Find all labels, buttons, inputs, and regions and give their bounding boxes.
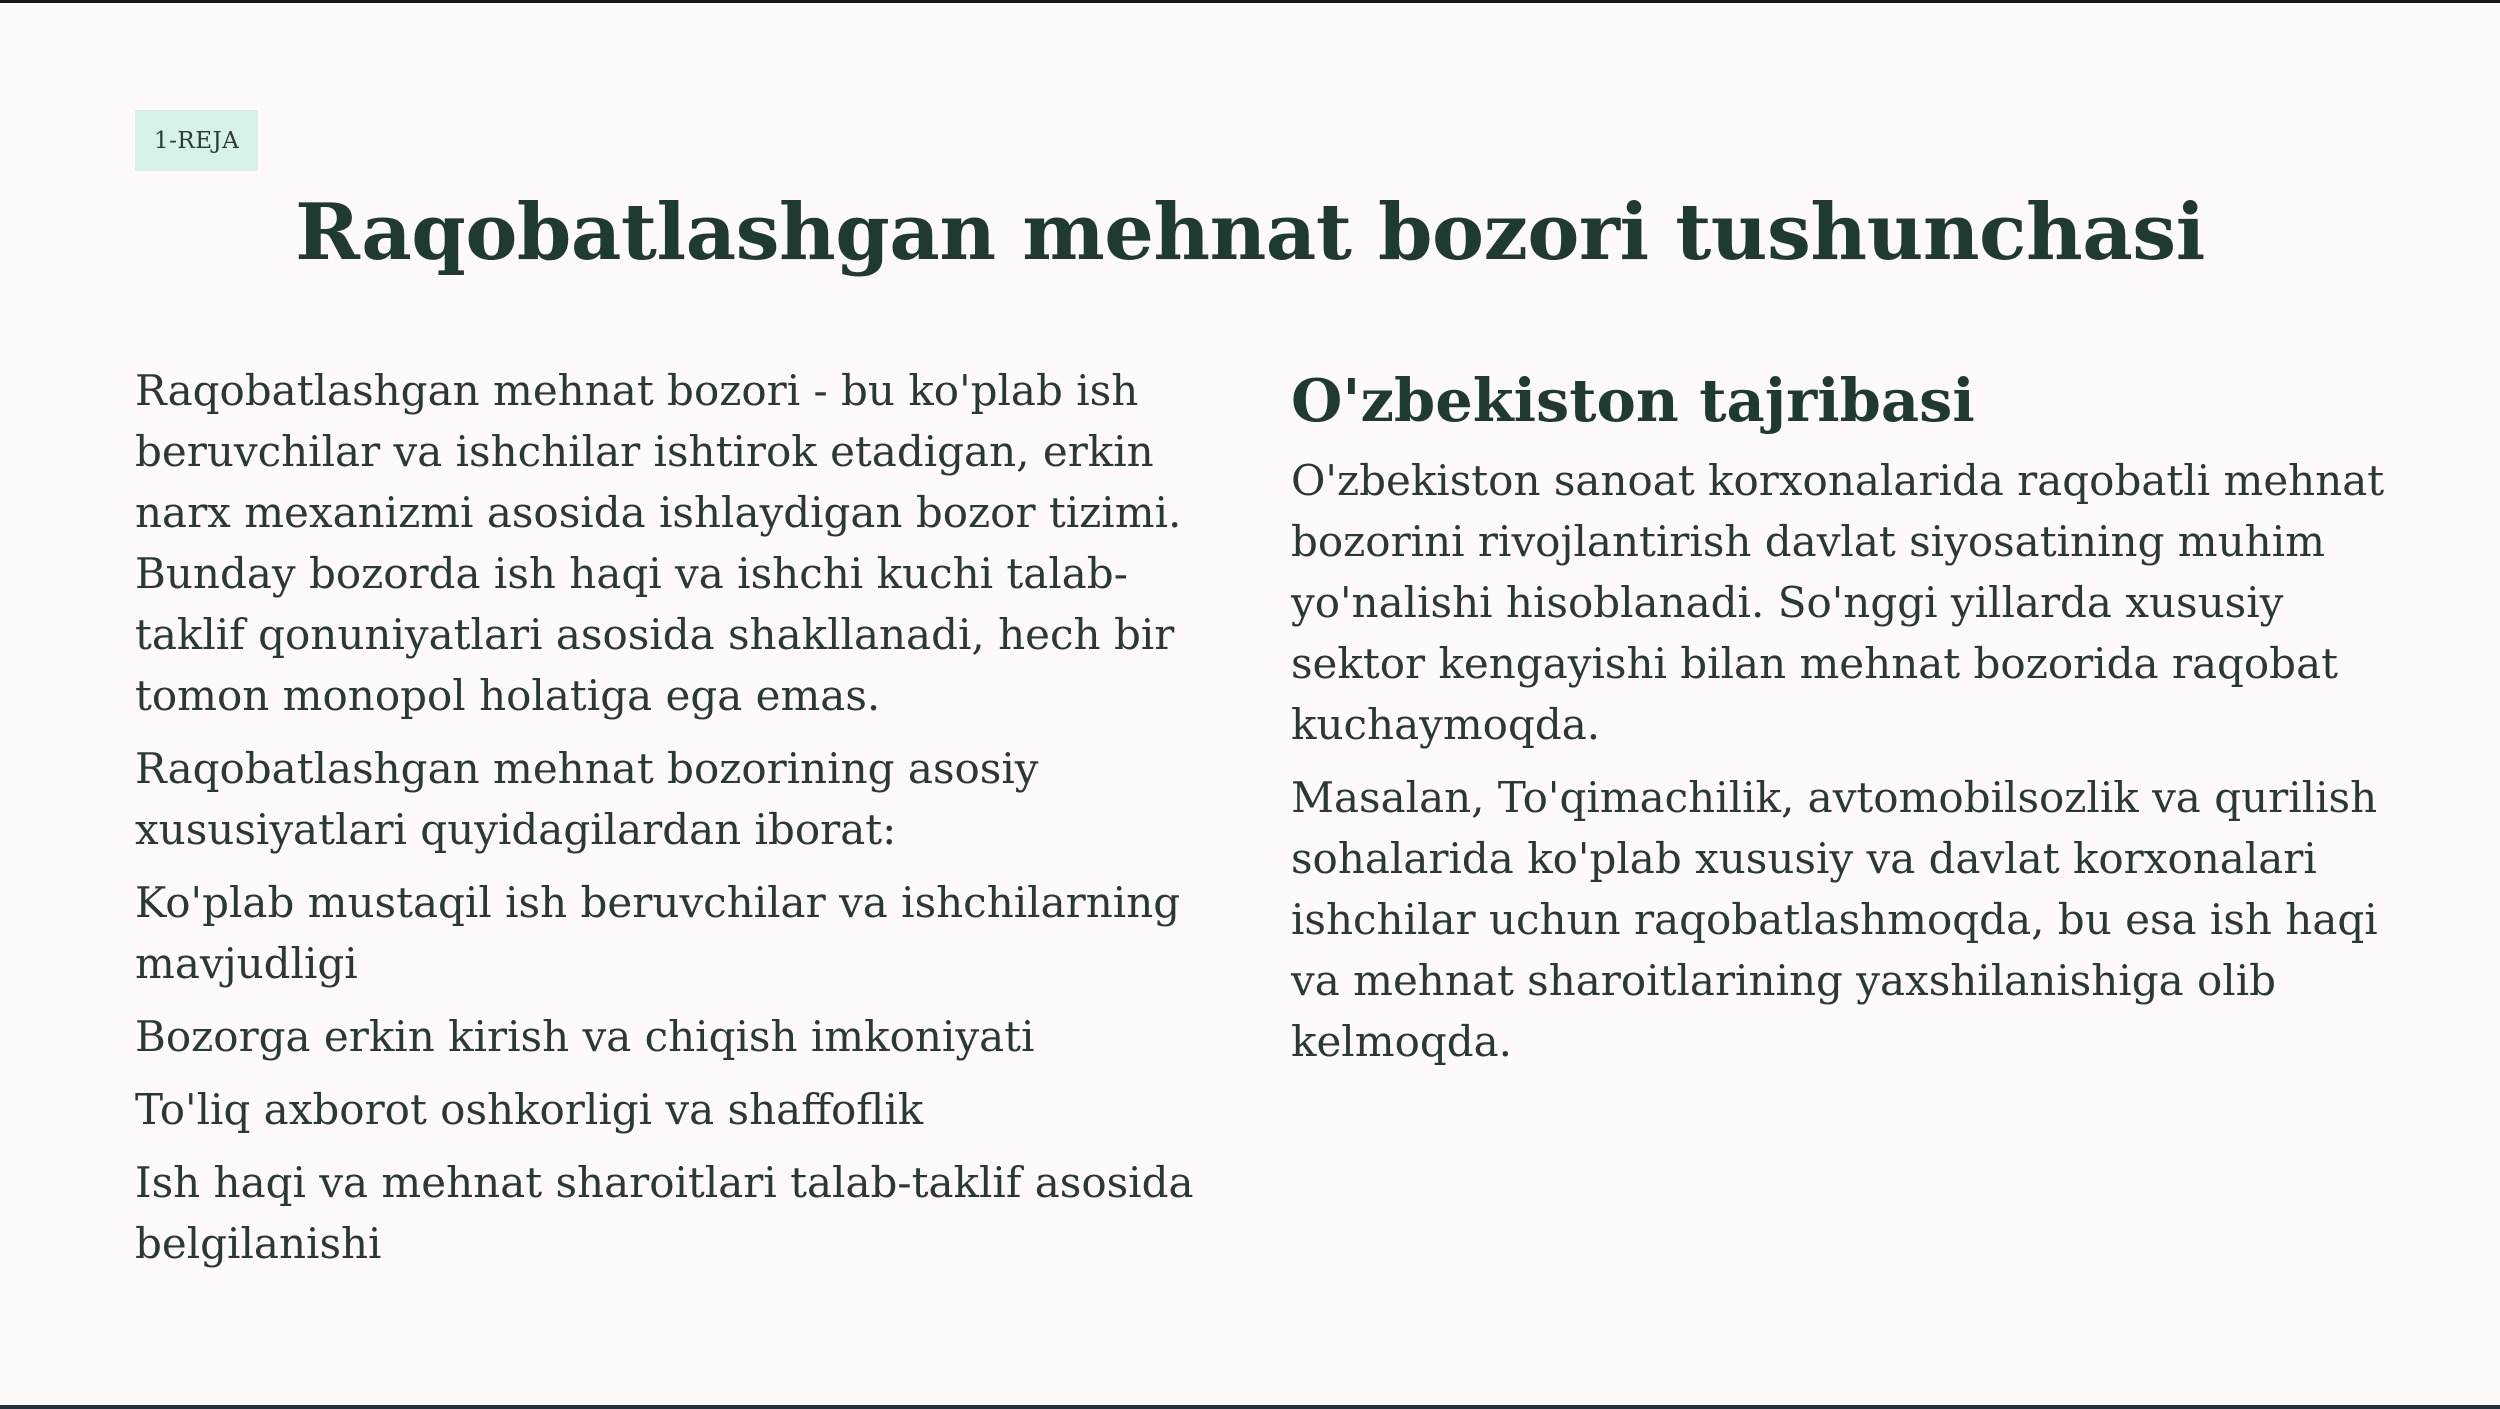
list-item: Bozorga erkin kirish va chiqish imkoniyati: [135, 1012, 1035, 1061]
list-item: Ko'plab mustaqil ish beruvchilar va ishchilarning mavjudligi: [135, 878, 1181, 988]
right-column: [1291, 360, 2401, 1084]
page-title: Raqobatlashgan mehnat bozori tushunchasi: [295, 187, 2205, 278]
experience-paragraph: O'zbekiston sanoat korxonalarida raqobatli mehnat bozorini rivojlantirish davlat siyosatining muhim yo'nalishi hisoblanadi. So'nggi yillarda xususiy sektor kengayishi bilan mehnat bozorida raqobat kuchaymoqda.: [1291, 456, 2385, 749]
features-lead: Raqobatlashgan mehnat bozorining asosiy xususiyatlari quyidagilardan iborat:: [135, 744, 1039, 854]
list-item: To'liq axborot oshkorligi va shaffoflik: [135, 1085, 924, 1134]
section-badge: 1-REJA: [135, 110, 258, 171]
example-paragraph: Masalan, To'qimachilik, avtomobilsozlik va qurilish sohalarida ko'plab xususiy va davlat korxonalari ishchilar uchun raqobatlashmoqda, bu esa ish haqi va mehnat sharoitlarining yaxshilanishiga olib kelmoqda.: [1291, 773, 2378, 1066]
list-item: Ish haqi va mehnat sharoitlari talab-taklif asosida belgilanishi: [135, 1158, 1194, 1268]
top-border: [0, 0, 2500, 3]
intro-paragraph: Raqobatlashgan mehnat bozori - bu ko'plab ish beruvchilar va ishchilar ishtirok etadigan, erkin narx mexanizmi asosida ishlaydigan bozor tizimi. Bunday bozorda ish haqi va ishchi kuchi talab-taklif qonuniyatlari asosida shakllanadi, hech bir tomon monopol holatiga ega emas.: [135, 366, 1182, 720]
features-list: [135, 872, 1225, 1274]
bottom-border: [0, 1405, 2500, 1409]
left-column: [135, 360, 1225, 1286]
section-heading: O'zbekiston tajribasi: [1291, 366, 1975, 435]
